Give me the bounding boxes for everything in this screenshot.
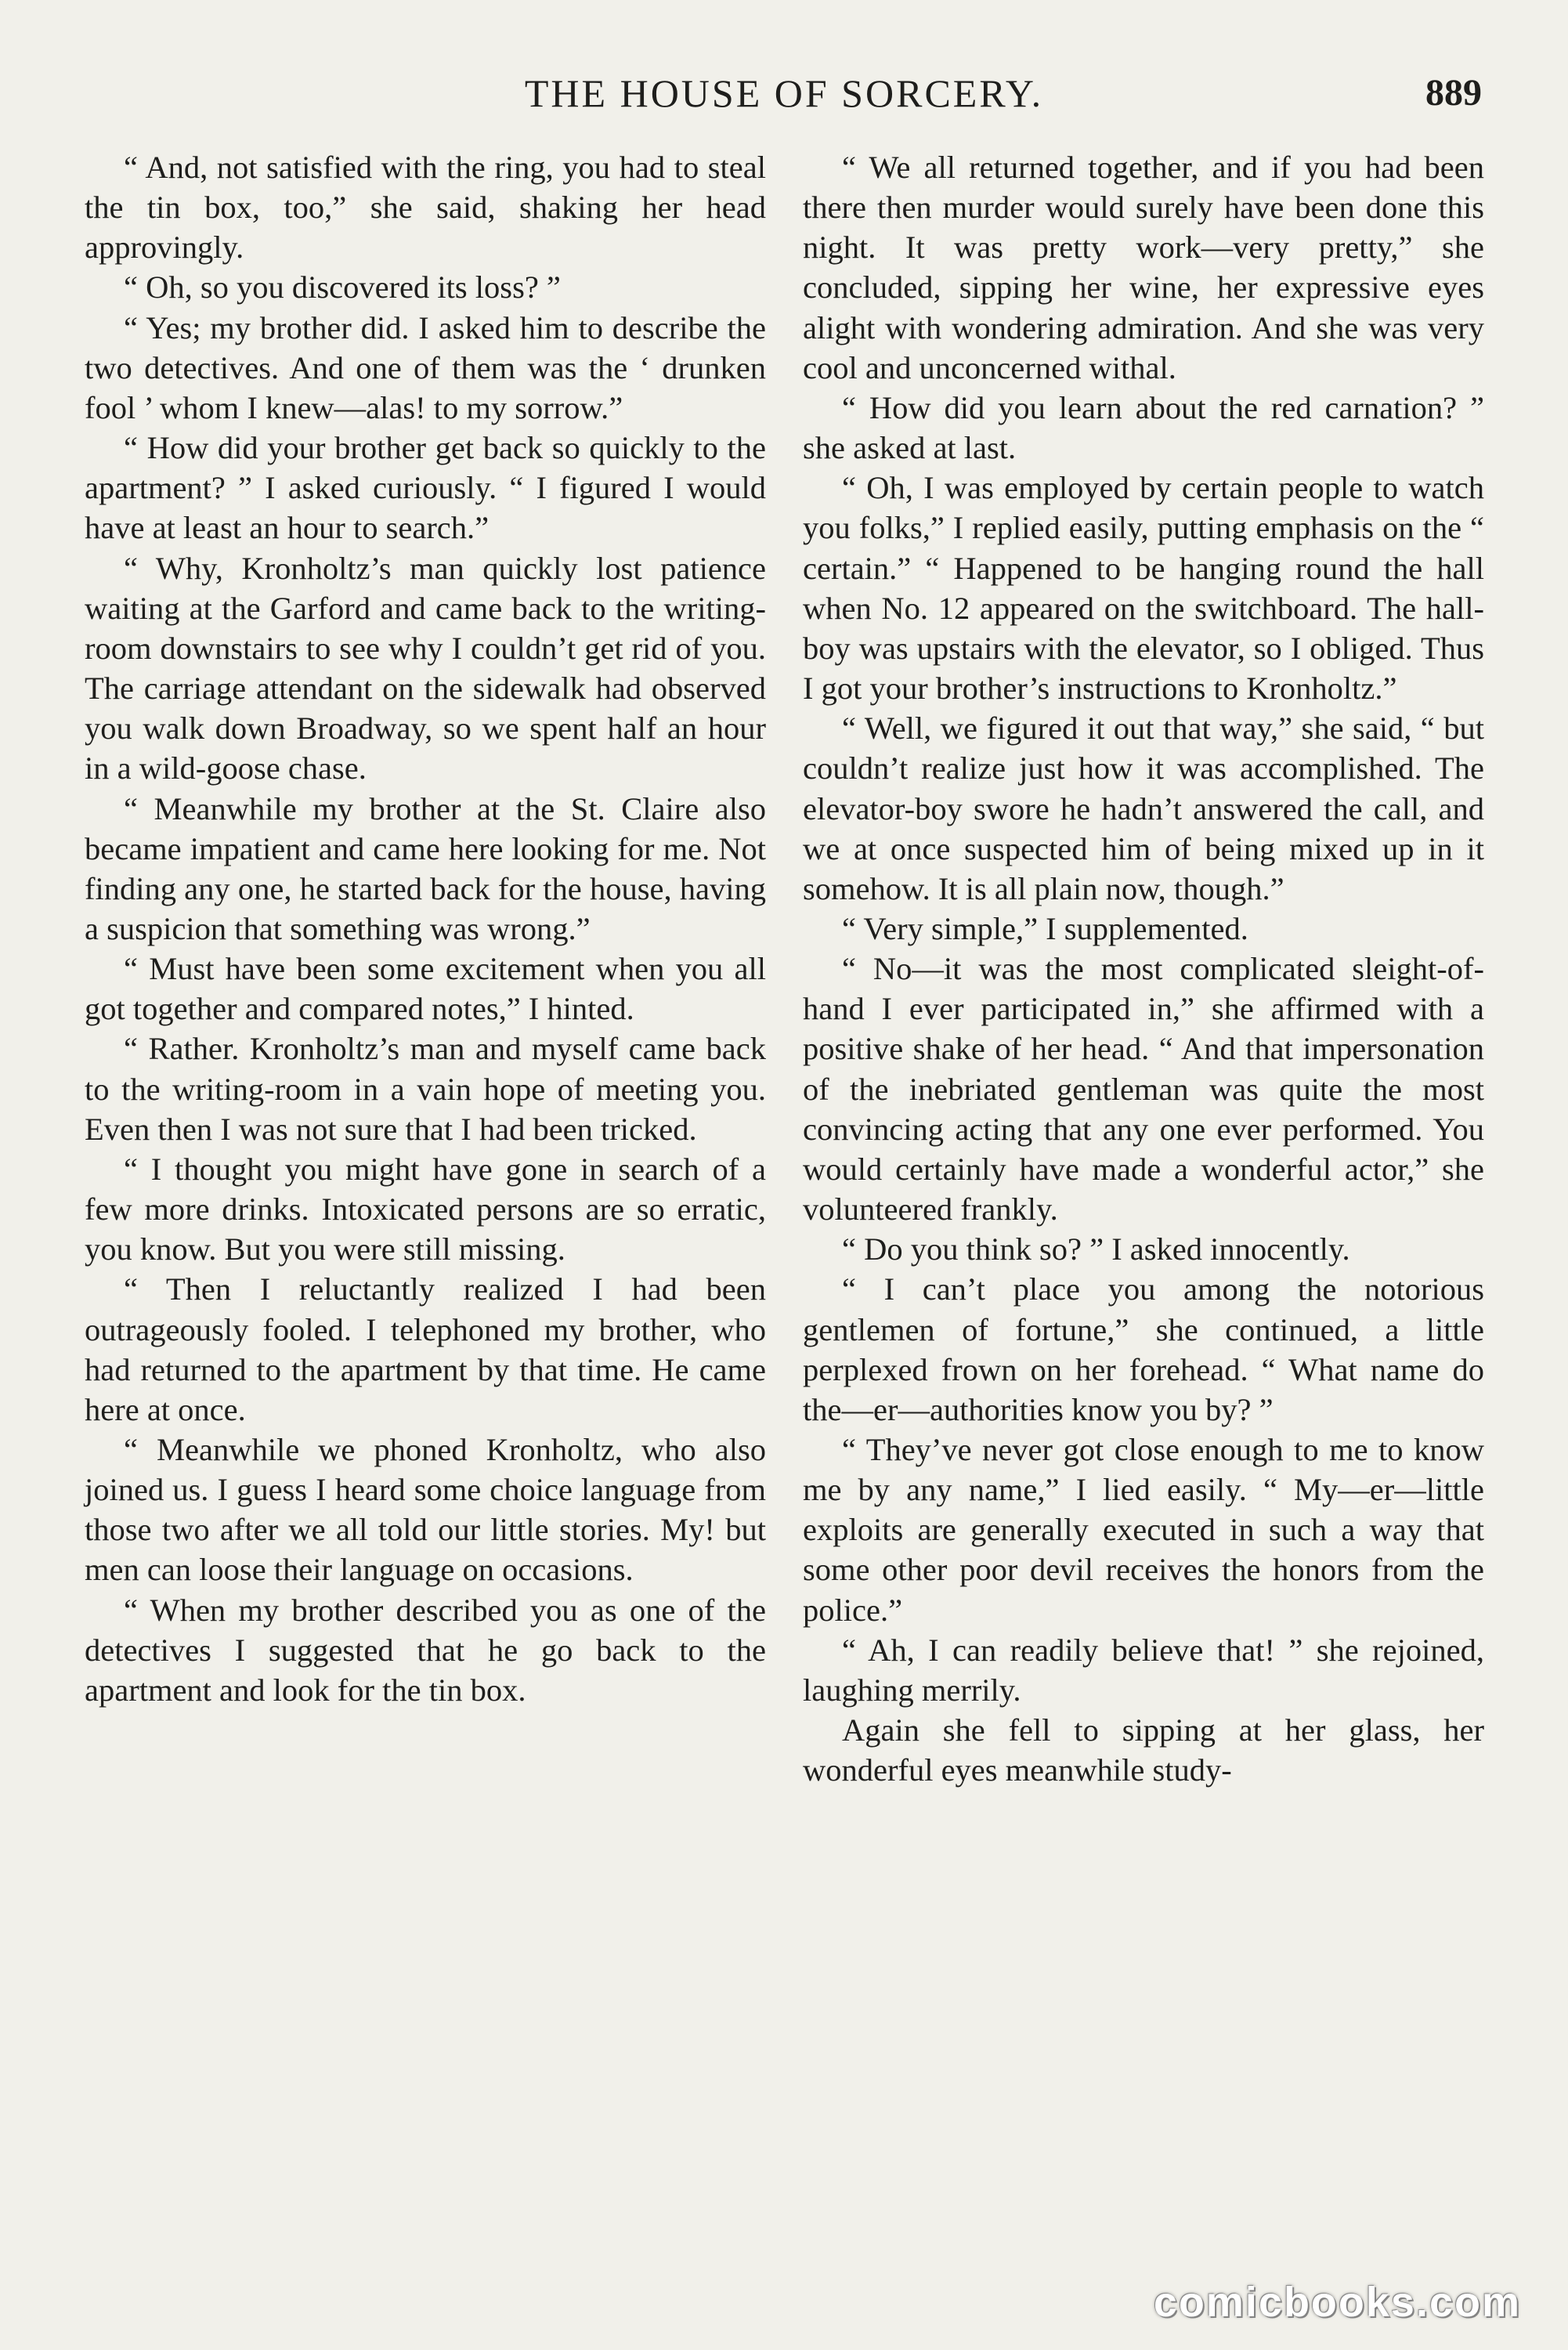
paragraph: “ They’ve never got close enough to me to know me by any name,” I lied easily. “ My—er—little exploits are generally executed in such a way that some other poor devil receives the honors from the police.” <box>803 1432 1484 1628</box>
paragraph: “ Do you think so? ” I asked innocently. <box>842 1231 1350 1267</box>
paragraph: “ No—it was the most complicated sleight-of-hand I ever participated in,” she affirmed with a positive shake of her head. “ And that impersonation of the inebriated gentleman was quite the most convincing acting that any one ever performed. You would certainly have made a wonderful actor,” she volunteered frankly. <box>803 951 1484 1227</box>
paragraph: “ I thought you might have gone in search of a few more drinks. Intoxicated persons are so erratic, you know. But you were still missing. <box>85 1151 766 1267</box>
paragraph: “ How did your brother get back so quickly to the apartment? ” I asked curiously. “ I figured I would have at least an hour to search.” <box>85 430 766 546</box>
running-head <box>86 66 1482 121</box>
paragraph: “ Then I reluctantly realized I had been outrageously fooled. I telephoned my brother, who had returned to the apartment by that time. He came here at once. <box>85 1271 766 1427</box>
paragraph: “ Ah, I can readily believe that! ” she rejoined, laughing merrily. <box>803 1632 1484 1708</box>
paragraph: “ We all returned together, and if you had been there then murder would surely have been done this night. It was pretty work—very pretty,” she concluded, sipping her wine, her expressive eyes alight with wondering admiration. And she was very cool and unconcerned withal. <box>803 150 1484 385</box>
site-watermark: comicbooks.com <box>1153 2279 1521 2326</box>
left-column <box>85 147 766 1710</box>
paragraph: “ Rather. Kronholtz’s man and myself came back to the writing-room in a vain hope of meeting you. Even then I was not sure that I had been tricked. <box>85 1031 766 1147</box>
paragraph: “ When my brother described you as one of the detectives I suggested that he go back to the apartment and look for the tin box. <box>85 1592 766 1708</box>
paragraph: “ Must have been some excitement when you all got together and compared notes,” I hinted. <box>85 951 766 1027</box>
paragraph: “ Meanwhile my brother at the St. Claire also became impatient and came here looking for me. Not finding any one, he started back for the house, having a suspicion that something was wrong.” <box>85 790 766 946</box>
paragraph: “ And, not satisfied with the ring, you had to steal the tin box, too,” she said, shaking her head approvingly. <box>85 150 766 266</box>
paragraph: Again she fell to sipping at her glass, her wonderful eyes meanwhile study- <box>803 1712 1484 1788</box>
paragraph: “ Oh, I was employed by certain people to watch you folks,” I replied easily, putting emphasis on the “ certain.” “ Happened to be hanging round the hall when No. 12 appeared on the switchboard. The hall-boy was upstairs with the elevator, so I obliged. Thus I got your brother’s instructions to Kronholtz.” <box>803 470 1484 707</box>
paragraph: “ I can’t place you among the notorious gentlemen of fortune,” she continued, a little perplexed frown on her forehead. “ What name do the—er—authorities know you by? ” <box>803 1271 1484 1427</box>
paragraph: “ How did you learn about the red carnation? ” she asked at last. <box>803 389 1484 466</box>
paragraph: “ Very simple,” I supplemented. <box>842 910 1248 946</box>
paragraph: “ Oh, so you discovered its loss? ” <box>124 269 561 306</box>
page-number: 889 <box>1425 72 1482 114</box>
running-title: THE HOUSE OF SORCERY. <box>524 71 1044 115</box>
paragraph: “ Why, Kronholtz’s man quickly lost patience waiting at the Garford and came back to the writing-room downstairs to see why I couldn’t get rid of you. The carriage attendant on the sidewalk had observed you walk down Broadway, so we spent half an hour in a wild-goose chase. <box>85 550 766 786</box>
paragraph: “ Yes; my brother did. I asked him to describe the two detectives. And one of them was the ‘ drunken fool ’ whom I knew—alas! to my sorrow.” <box>85 309 766 425</box>
paragraph: “ Meanwhile we phoned Kronholtz, who also joined us. I guess I heard some choice language from those two after we all told our little stories. My! but men can loose their language on occasions. <box>85 1432 766 1588</box>
paragraph: “ Well, we figured it out that way,” she said, “ but couldn’t realize just how it was accomplished. The elevator-boy swore he hadn’t answered the call, and we at once suspected him of being mixed up in it somehow. It is all plain now, though.” <box>803 710 1484 906</box>
right-column <box>803 147 1484 1790</box>
